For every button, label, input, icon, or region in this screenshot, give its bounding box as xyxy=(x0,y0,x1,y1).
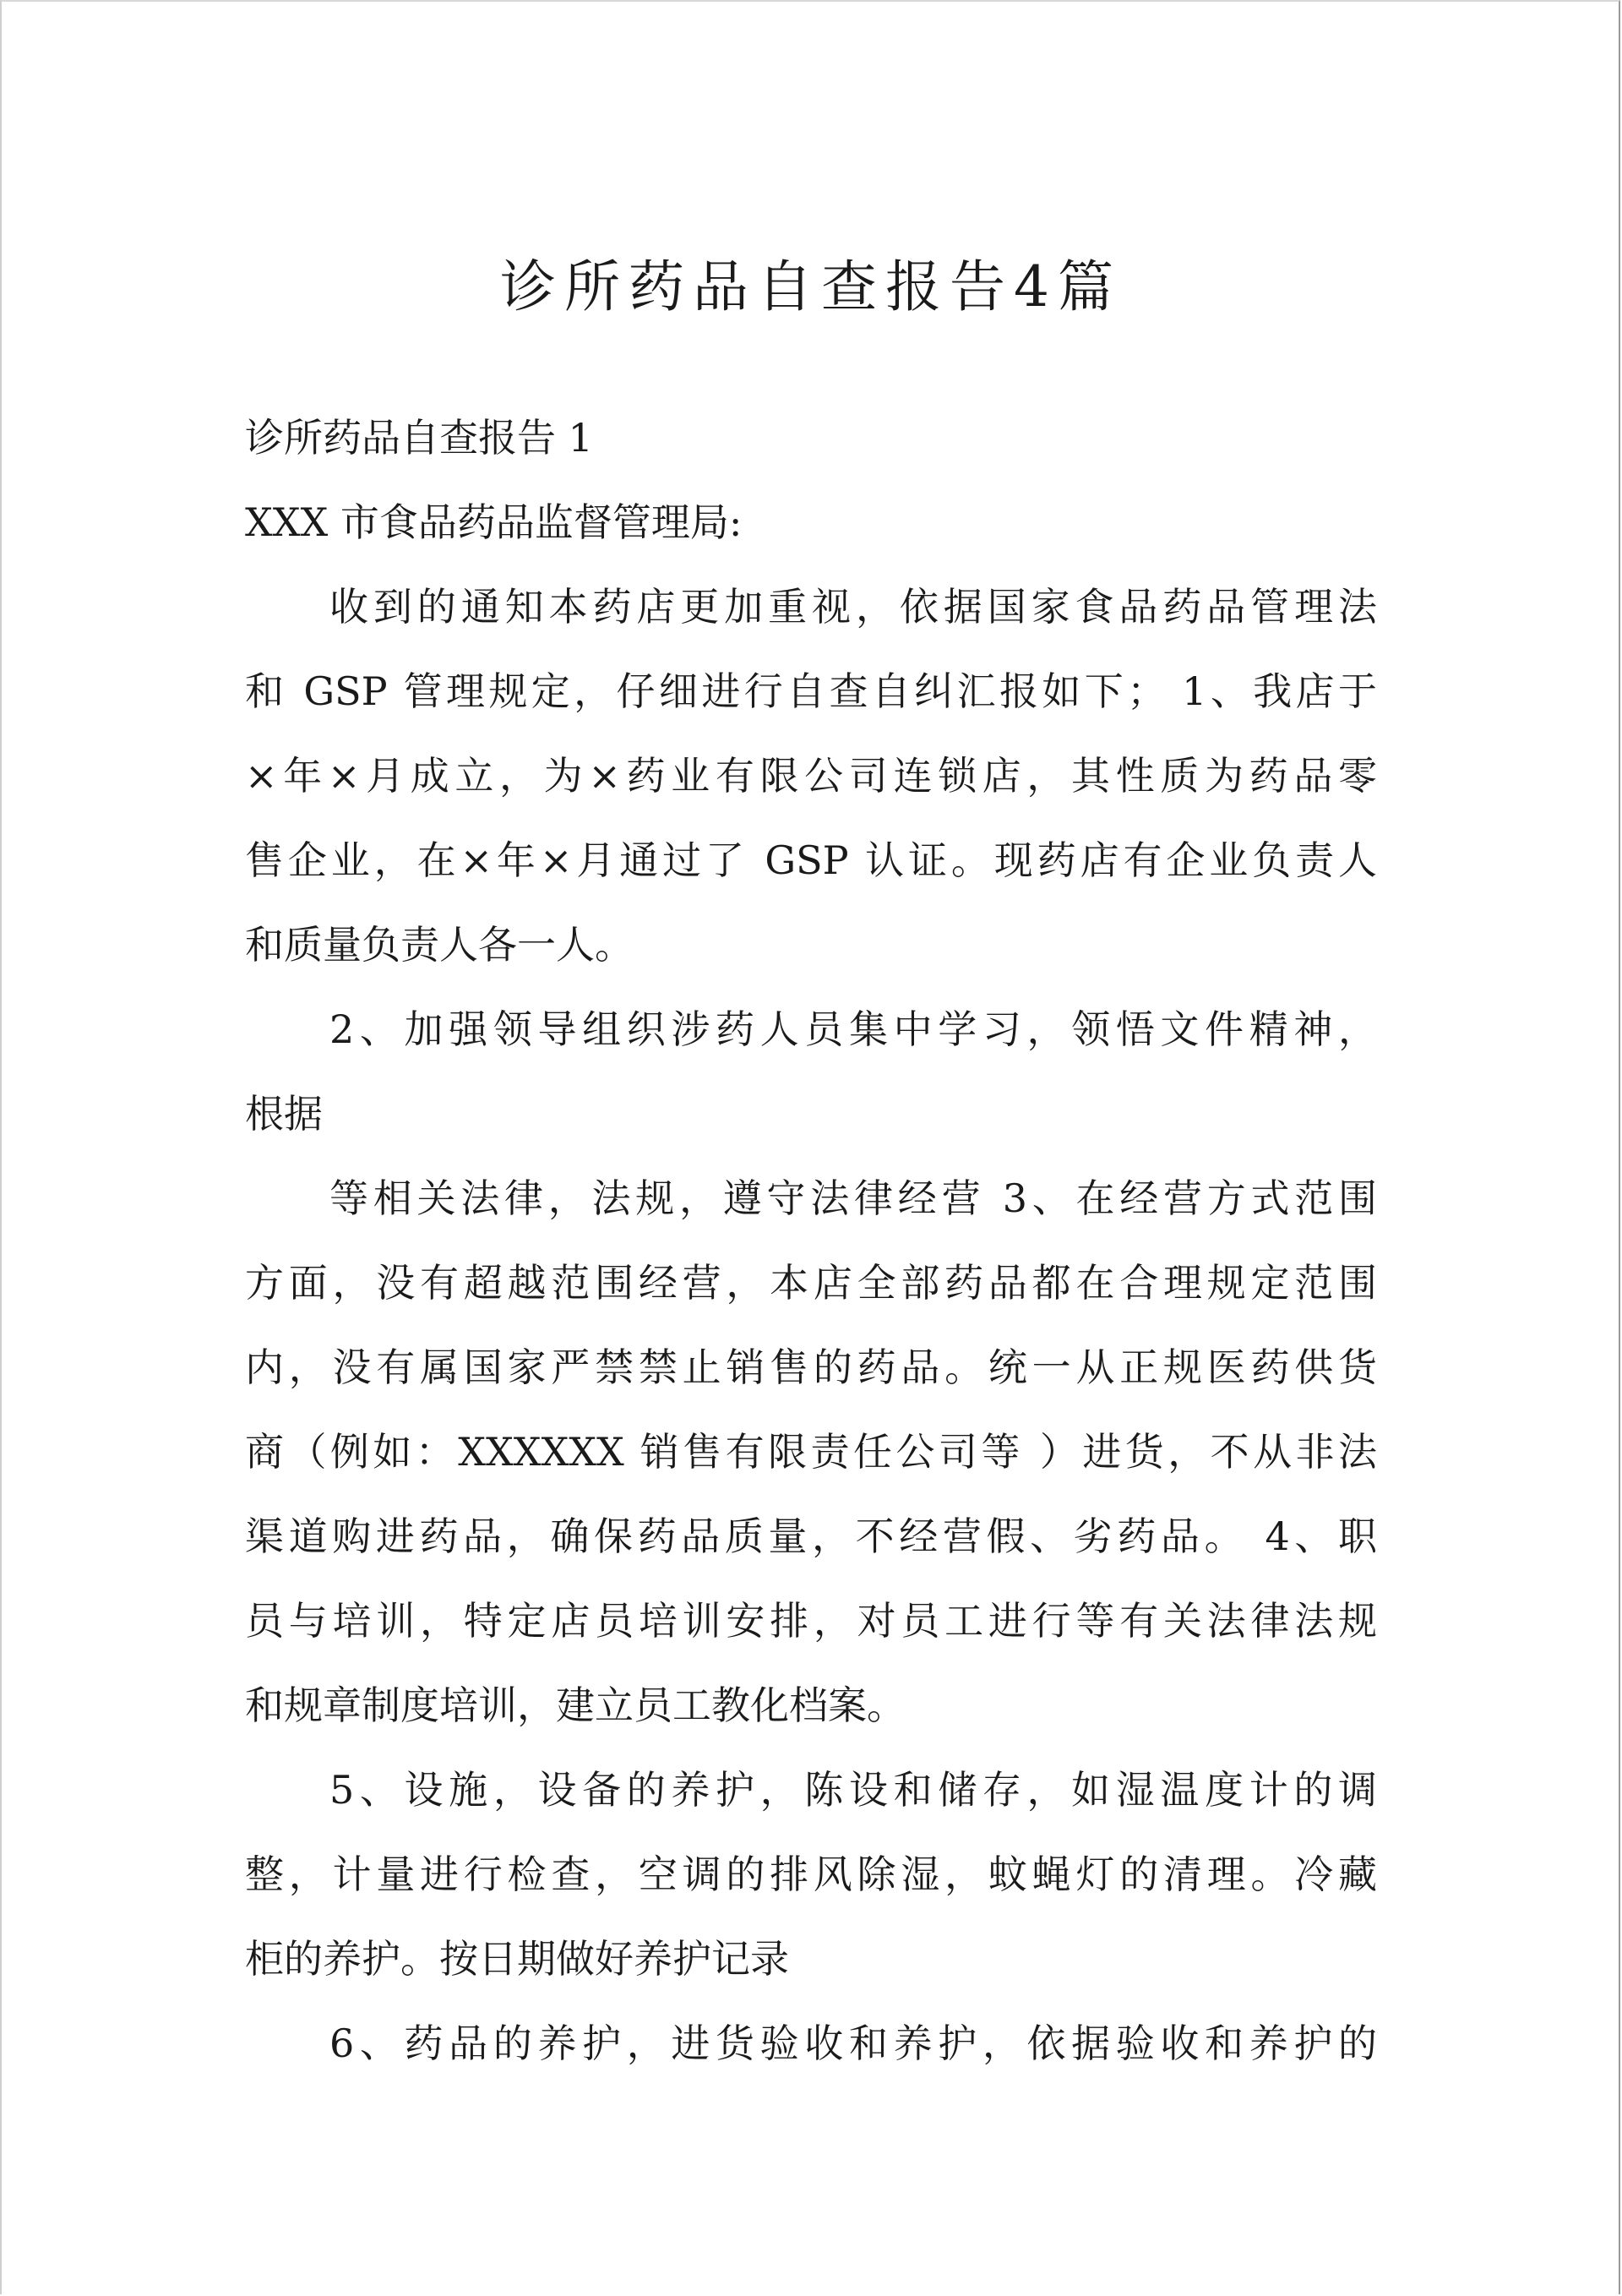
text-line: 售企业，在×年×月通过了 GSP 认证。现药店有企业负责人 xyxy=(245,837,1377,883)
addressee-line: XXX 市食品药品监督管理局: xyxy=(245,499,743,545)
document-title: 诊所药品自查报告4篇 xyxy=(500,254,1122,319)
text-line: 和质量负责人各一人。 xyxy=(245,922,634,968)
text-line: 和 GSP 管理规定，仔细进行自查自纠汇报如下； 1、我店于 xyxy=(245,668,1377,714)
text-line: 内，没有属国家严禁禁止销售的药品。统一从正规医药供货 xyxy=(245,1344,1377,1390)
text-line: 等相关法律，法规，遵守法律经营 3、在经营方式范围 xyxy=(329,1175,1377,1221)
text-line: 柜的养护。按日期做好养护记录 xyxy=(245,1936,789,1982)
text-line: 方面，没有超越范围经营，本店全部药品都在合理规定范围 xyxy=(245,1260,1377,1306)
text-line: ×年×月成立，为×药业有限公司连锁店，其性质为药品零 xyxy=(245,753,1377,799)
text-line: 渠道购进药品，确保药品质量，不经营假、劣药品。 4、职 xyxy=(245,1513,1377,1559)
text-line: 6、药品的养护，进货验收和养护，依据验收和养护的 xyxy=(329,2021,1377,2066)
text-line: 商（例如：XXXXXX 销售有限责任公司等 ）进货，不从非法 xyxy=(245,1429,1377,1475)
text-line: 根据 xyxy=(245,1091,323,1137)
text-line: 员与培训，特定店员培训安排，对员工进行等有关法律法规 xyxy=(245,1598,1377,1644)
text-line: 收到的通知本药店更加重视，依据国家食品药品管理法 xyxy=(329,584,1377,630)
text-line: 5、设施，设备的养护，陈设和储存，如湿温度计的调 xyxy=(329,1767,1377,1813)
text-line: 整，计量进行检查，空调的排风除湿，蚊蝇灯的清理。冷藏 xyxy=(245,1852,1377,1897)
text-line: 2、加强领导组织涉药人员集中学习，领悟文件精神， xyxy=(329,1006,1377,1052)
section-heading: 诊所药品自查报告 1 xyxy=(245,415,593,461)
text-line: 和规章制度培训，建立员工教化档案。 xyxy=(245,1682,906,1728)
